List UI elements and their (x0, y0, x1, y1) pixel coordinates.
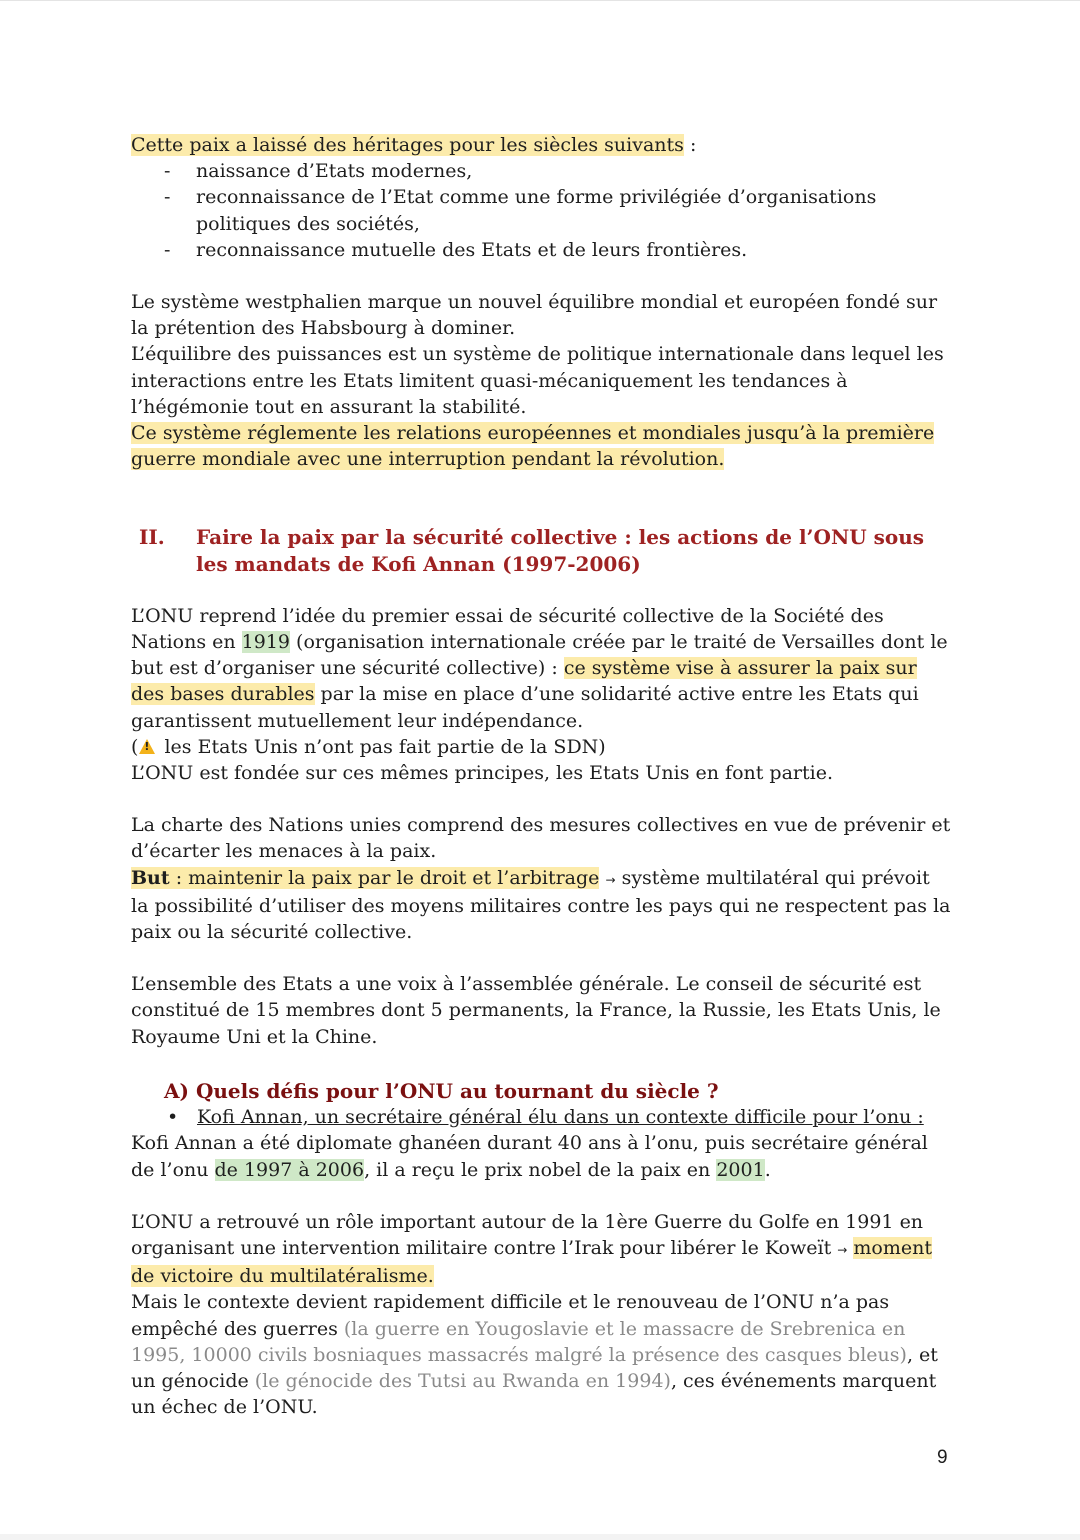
arrow-right-icon: → (837, 1242, 848, 1257)
subsection-heading: A) Quels défis pour l’ONU au tournant du siècle ? (164, 1078, 719, 1103)
list-item: - reconnaissance mutuelle des Etats et de leurs frontières. (196, 237, 953, 263)
failure-paragraph: Mais le contexte devient rapidement difficile et le renouveau de l’ONU n’a pas empêché des guerres (la guerre en Yougoslavie et le massacre de Srebrenica en 1995, 10000 civils bosniaques massacrés malgré la présence des casques bleus), et un génocide (le génocide des Tutsi au Rwanda en 1994), ces événements marquent un échec de l’ONU. (131, 1291, 938, 1419)
grey-aside: (la guerre en Yougoslavie et le massacre de Srebrenica en 1995, 10000 civils bosniaques massacrés malgré la présence des casques bleus) (131, 1317, 907, 1366)
page-content (131, 132, 953, 1420)
bullet-item (131, 1104, 953, 1130)
heritage-list (131, 158, 953, 263)
bullet-icon: • (167, 1106, 179, 1129)
highlight-green: 1919 (241, 631, 291, 654)
council-paragraph: L’ensemble des Etats a une voix à l’assemblée générale. Le conseil de sécurité est constitué de 15 membres dont 5 permanents, la France, la Russie, les Etats Unis, le Royaume Uni et la Chine. (131, 973, 941, 1048)
onu-principles: L’ONU est fondée sur ces mêmes principes, les Etats Unis en font partie. (131, 762, 833, 785)
highlight-yellow: ce système vise à assurer la paix sur des bases durables (131, 657, 917, 706)
highlight-green: de 1997 à 2006 (214, 1158, 365, 1181)
grey-aside: (le génocide des Tutsi au Rwanda en 1994) (254, 1369, 671, 1392)
warning-note: (! les Etats Unis n’ont pas fait partie de la SDN) (131, 734, 953, 760)
sdn-paragraph: L’ONU reprend l’idée du premier essai de sécurité collective de la Société des Nations en 1919 (organisation internationale créée par le traité de Versailles dont le but est d’organiser une sécurité collective) : ce système vise à assurer la paix sur des bases durables par la mise en place d’une solidarité active entre les Etats qui garantissent mutuellement leur indépendance. (131, 604, 948, 732)
annan-paragraph: Kofi Annan a été diplomate ghanéen durant 40 ans à l’onu, puis secrétaire général de l’onu de 1997 à 2006, il a reçu le prix nobel de la paix en 2001. (131, 1132, 928, 1181)
highlight-yellow: But : maintenir la paix par le droit et l’arbitrage (131, 866, 600, 889)
arrow-right-icon: → (605, 872, 616, 887)
charter-paragraph: La charte des Nations unies comprend des mesures collectives en vue de prévenir et d’écarter les menaces à la paix. (131, 814, 951, 863)
highlight-yellow: Ce système réglemente les relations européennes et mondiales jusqu’à la première guerre mondiale avec une interruption pendant la révolution. (131, 422, 935, 471)
page-number: 9 (937, 1447, 948, 1468)
heritage-intro: Cette paix a laissé des héritages pour les siècles suivants : (131, 134, 697, 156)
regulation-paragraph (131, 420, 953, 472)
section-heading (131, 524, 953, 576)
westphalian-paragraph: Le système westphalien marque un nouvel équilibre mondial et européen fondé sur la prétention des Habsbourg à dominer. (131, 291, 938, 340)
list-item: - naissance d’Etats modernes, (196, 158, 953, 184)
underlined-bullet-text: Kofi Annan, un secrétaire général élu dans un contexte difficile pour l’onu : (197, 1106, 924, 1129)
balance-paragraph: L’équilibre des puissances est un système de politique internationale dans lequel les interactions entre les Etats limitent quasi-mécaniquement les tendances à l’hégémonie tout en assurant la stabilité. (131, 343, 944, 418)
highlight-yellow: moment de victoire du multilatéralisme. (131, 1236, 932, 1288)
list-item: - reconnaissance de l’Etat comme une forme privilégiée d’organisations politiques des sociétés, (196, 184, 953, 236)
section-title: Faire la paix par la sécurité collective : les actions de l’ONU sous les mandats de Kofi Annan (1997-2006) (196, 525, 925, 576)
goal-label: But (131, 866, 170, 889)
highlight-yellow: Cette paix a laissé des héritages pour les siècles suivants (131, 134, 684, 156)
warning-icon (139, 739, 155, 754)
section-number: II. (139, 525, 165, 550)
gulf-war-paragraph: L’ONU a retrouvé un rôle important autour de la 1ère Guerre du Golfe en 1991 en organisant une intervention militaire contre l’Irak pour libérer le Koweït → moment de victoire du multilatéralisme. (131, 1210, 932, 1288)
goal-paragraph: But : maintenir la paix par le droit et l’arbitrage → système multilatéral qui prévoit la possibilité d’utiliser des moyens militaires contre les pays qui ne respectent pas la paix ou la sécurité collective. (131, 866, 951, 944)
highlight-green: 2001 (716, 1158, 765, 1181)
